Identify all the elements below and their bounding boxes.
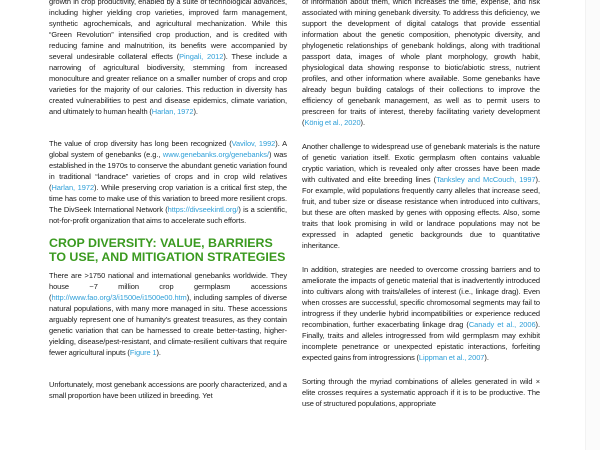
body-text: Sorting through the myriad combinations of alleles generated in wild × elite crosses requires a systematic approach if it is to be productive. The use of structured populations, appropriate (302, 377, 540, 408)
citation-link[interactable]: Harlan, 1972 (51, 183, 95, 192)
section-heading: CROP DIVERSITY: VALUE, BARRIERS TO USE, AND MITIGATION STRATEGIES (49, 236, 286, 264)
body-text: ). Finally, traits and alleles introgressed from wild germplasm may exhibit incomplete penetrance or unexpected epistatic interactions, forfeiting expected gains from introgressions ( (302, 320, 540, 362)
citation-link[interactable]: Figure 1 (129, 348, 157, 357)
body-text: ) is a scientific, not-for-profit organization that aims to accelerate such efforts. (49, 205, 287, 225)
paragraph-crossing-barriers (302, 264, 540, 363)
citation-link[interactable]: https://divseekintl.org/ (167, 205, 239, 214)
body-text: The value of crop diversity has long been recognized ( (49, 139, 232, 148)
citation-link[interactable]: Canady et al., 2006 (468, 320, 536, 329)
paragraph-gap (302, 128, 540, 141)
body-text: ). While preserving crop variation is a critical first step, the time has come to make use of this variation to breed more resilient crops. The DivSeek International Network ( (49, 183, 287, 214)
citation-link[interactable]: Lippman et al., 2007 (418, 353, 485, 362)
paragraph-genebanks-worldwide (49, 270, 287, 358)
paragraph-poorly-characterized (49, 379, 287, 401)
citation-link[interactable]: www.genebanks.org/genebanks/ (162, 150, 269, 159)
paragraph-gap (302, 251, 540, 264)
body-text: There are >1750 national and international genebanks worldwide. They house ~7 million crop germplasm accessions ( (49, 271, 287, 302)
body-text: ). (484, 353, 489, 362)
paragraph-gap (49, 117, 287, 138)
paragraph-gap (49, 358, 287, 379)
citation-link[interactable]: Pingali, 2012 (179, 52, 224, 61)
body-text: ) was established in the 1970s to conserve the abundant genetic variation found in traditional “landrace” varieties of crops and in crop wild relatives ( (49, 150, 287, 192)
citation-link[interactable]: Harlan, 1972 (151, 107, 194, 116)
body-text: Another challenge to widespread use of genebank materials is the nature of genetic variation itself. Exotic germplasm often contains valuable cryptic variation, which is revealed only after crosses have been made with cultivated and elite breeding lines ( (302, 142, 540, 184)
left-column (49, 0, 287, 401)
citation-link[interactable]: Vavilov, 1992 (231, 139, 276, 148)
paragraph-cryptic-variation (302, 141, 540, 251)
body-text: ). (156, 348, 161, 357)
body-text: ). A global system of genebanks (e.g., (49, 139, 287, 159)
page-edge-margin (585, 0, 600, 450)
body-text: ). For example, wild populations frequently carry alleles that increase seed, fruit, and tuber size or disease resistance when introduced into cultivars, but these are often masked by genes with opposing effects. Also, some traits that look promising in wild or landrace populations may not be expressed in adapted genetic backgrounds due to quantitative inheritance. (302, 175, 540, 250)
body-text: of information about them, which increases the time, expense, and risk associated with mining genebank diversity. To address this deficiency, we support the development of digital catalogs that provide essential information about the genetic composition, phenotypic diversity, and phylogenetic relationships of genebank holdings, along with traditional passport data, images of whole plant morphology, growth habit, physiological data showing response to biotic/abiotic stress, nutrient profiles, and other information where available. Some genebanks have already begun building catalogs of their collections to improve the efficiency of genebank management, as well as to permit users to prescreen for traits of interest, thereby facilitating variety development ( (302, 0, 540, 127)
citation-link[interactable]: Tanksley and McCouch, 1997 (436, 175, 536, 184)
citation-link[interactable]: http://www.fao.org/3/i1500e/i1500e00.htm (51, 293, 187, 302)
paragraph-sorting-alleles (302, 376, 540, 409)
right-column (302, 0, 540, 409)
paragraph-crop-diversity-value (49, 138, 287, 226)
body-text: ). (193, 107, 198, 116)
body-text: Unfortunately, most genebank accessions are poorly characterized, and a small proportion have been utilized in breeding. Yet (49, 380, 287, 400)
paragraph-gap (302, 363, 540, 376)
paragraph-digital-catalogs (302, 0, 540, 128)
body-text: In addition, strategies are needed to overcome crossing barriers and to ameliorate the impacts of genetic material that is inadvertently introduced into cultivars along with traits/alleles of interest (i.e., linkage drag). Even when crosses are successful, specific chromosomal segments may fail to introgress if they underlie hybrid incompatibilities or experience reduced recombination, further exacerbating linkage drag ( (302, 265, 540, 329)
body-text: ). These include a narrowing of agricultural biodiversity, stemming from increased monoculture and greater reliance on a smaller number of crops and crop varieties for the majority of our calories. This reduction in diversity has created vulnerabilities to pest and disease epidemics, climate variation, and ultimately to human health ( (49, 52, 288, 116)
body-text: ), including samples of diverse natural populations, with many more managed in situ. These accessions arguably represent one of humanity’s greatest treasures, as they contain genetic variation that can be harnessed to create better-tasting, higher-yielding, disease/pest-resistant, and climate-resilient cultivars that require fewer agricultural inputs ( (49, 293, 287, 357)
body-text: growth in crop productivity, enabled by a suite of technological advances, including higher yielding crop varieties, improved farm management, synthetic agrochemicals, and agricultural mechanization. While this “Green Revolution” intensified crop production, and is credited with reducing famine and malnutrition, its benefits were accompanied by several undesirable collateral effects ( (49, 0, 287, 61)
body-text: ). (360, 118, 365, 127)
paragraph-green-revolution (49, 0, 287, 117)
citation-link[interactable]: König et al., 2020 (304, 118, 361, 127)
